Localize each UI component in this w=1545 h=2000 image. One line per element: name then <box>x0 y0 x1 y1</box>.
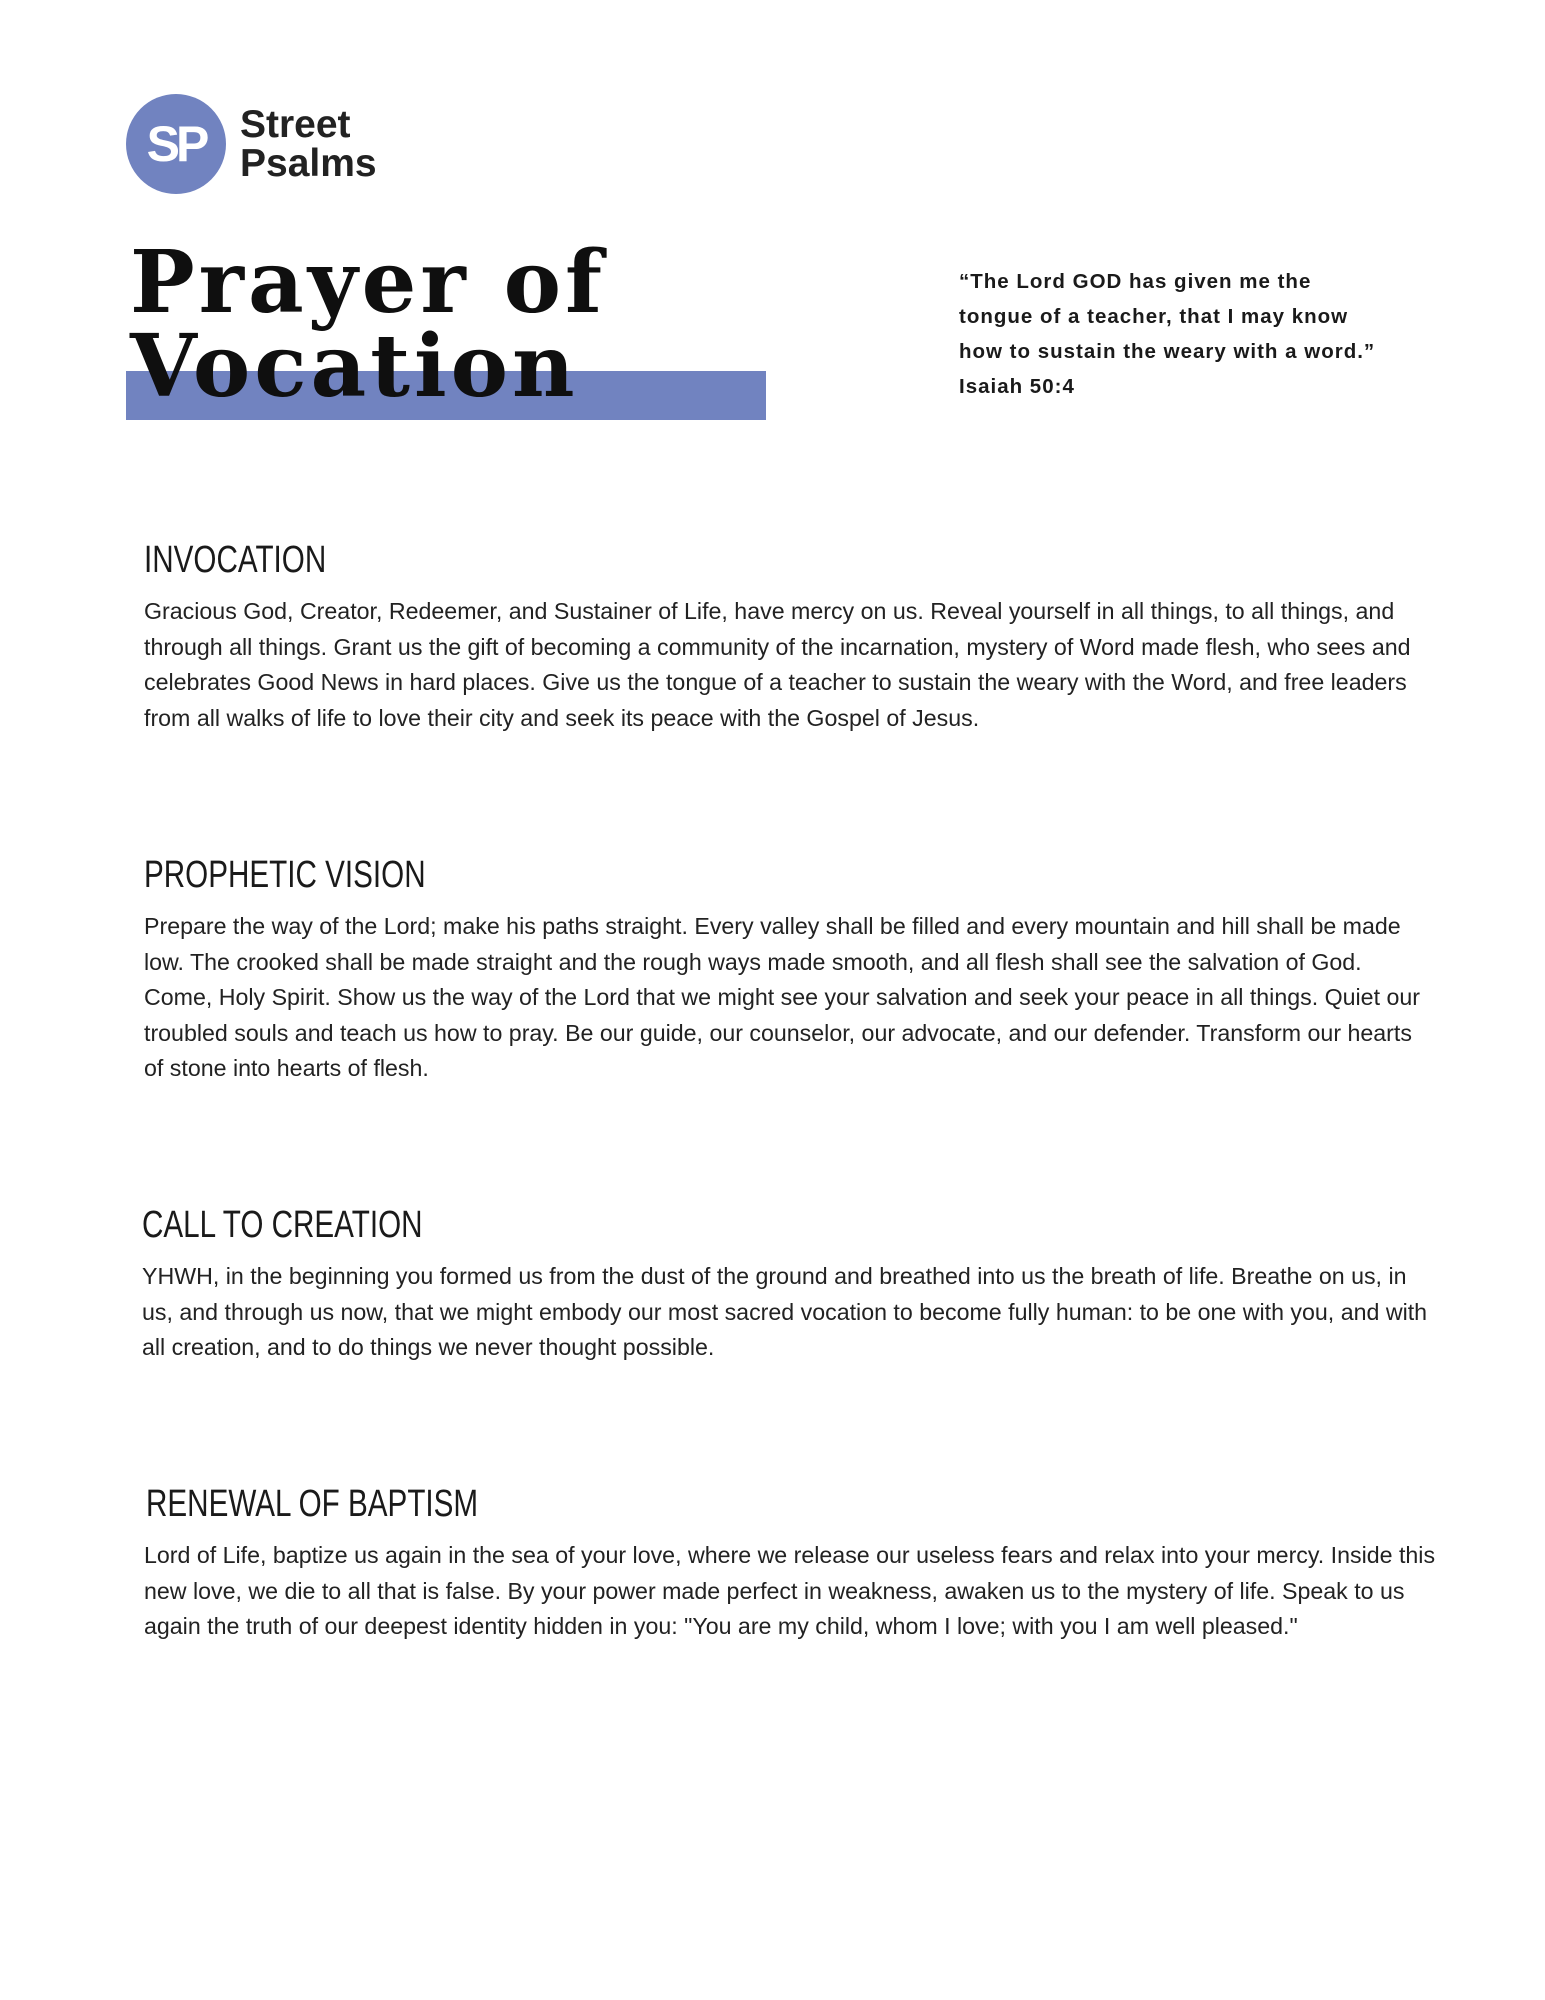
street-psalms-logo <box>126 94 377 194</box>
section-heading: CALL TO CREATION <box>142 1204 423 1246</box>
section-body: Gracious God, Creator, Redeemer, and Sustainer of Life, have mercy on us. Reveal yourself in all things, to all things, and through all things. Grant us the gift of becoming a community of the incarnation, mystery of Word made flesh, who sees and celebrates Good News in hard places. Give us the tongue of a teacher to sustain the weary with the Word, and free leaders from all walks of life to love their city and seek its peace with the Gospel of Jesus. <box>144 598 1411 731</box>
section-heading: RENEWAL OF BAPTISM <box>146 1483 479 1525</box>
title-line-2: Vocation <box>130 316 579 417</box>
section-prophetic-vision <box>144 853 1434 1087</box>
section-body: YHWH, in the beginning you formed us from the dust of the ground and breathed into us the breath of life. Breathe on us, in us, and through us now, that we might embody our most sacred vocation to become fully human: to be one with you, and with all creation, and to do things we never thought possible. <box>142 1263 1428 1360</box>
logo-mark <box>126 94 226 194</box>
section-body: Lord of Life, baptize us again in the sea of your love, where we release our useless fears and relax into your mercy. Inside this new love, we die to all that is false. By your power made perfect in weakness, awaken us to the mystery of life. Speak to us again the truth of our deepest identity hidden in you: "You are my child, whom I love; with you I am well pleased." <box>144 1542 1436 1639</box>
logo-name-line2: Psalms <box>240 142 377 185</box>
section-invocation <box>144 538 1434 736</box>
section-renewal-of-baptism <box>146 1482 1436 1645</box>
quote-line-3: how to sustain the weary with a word.” <box>959 340 1376 363</box>
quote-line-2: tongue of a teacher, that I may know <box>959 305 1349 328</box>
scripture-quote <box>959 264 1459 404</box>
page-title <box>126 232 766 420</box>
quote-line-1: “The Lord GOD has given me the <box>959 270 1312 293</box>
section-body: Prepare the way of the Lord; make his paths straight. Every valley shall be filled and every mountain and hill shall be made low. The crooked shall be made straight and the rough ways made smooth, and all flesh shall see the salvation of God. Come, Holy Spirit. Show us the way of the Lord that we might see your salvation and seek your peace in all things. Quiet our troubled souls and teach us how to pray. Be our guide, our counselor, our advocate, and our defender. Transform our hearts of stone into hearts of flesh. <box>144 913 1420 1081</box>
logo-name-line1: Street <box>240 103 351 146</box>
logo-initials: SP <box>146 116 206 172</box>
quote-reference: Isaiah 50:4 <box>959 375 1075 398</box>
title-line-1: Prayer of <box>130 232 606 333</box>
logo-wordmark <box>240 105 377 183</box>
section-heading: INVOCATION <box>144 539 327 581</box>
section-call-to-creation <box>142 1203 1432 1366</box>
section-heading: PROPHETIC VISION <box>144 854 426 896</box>
